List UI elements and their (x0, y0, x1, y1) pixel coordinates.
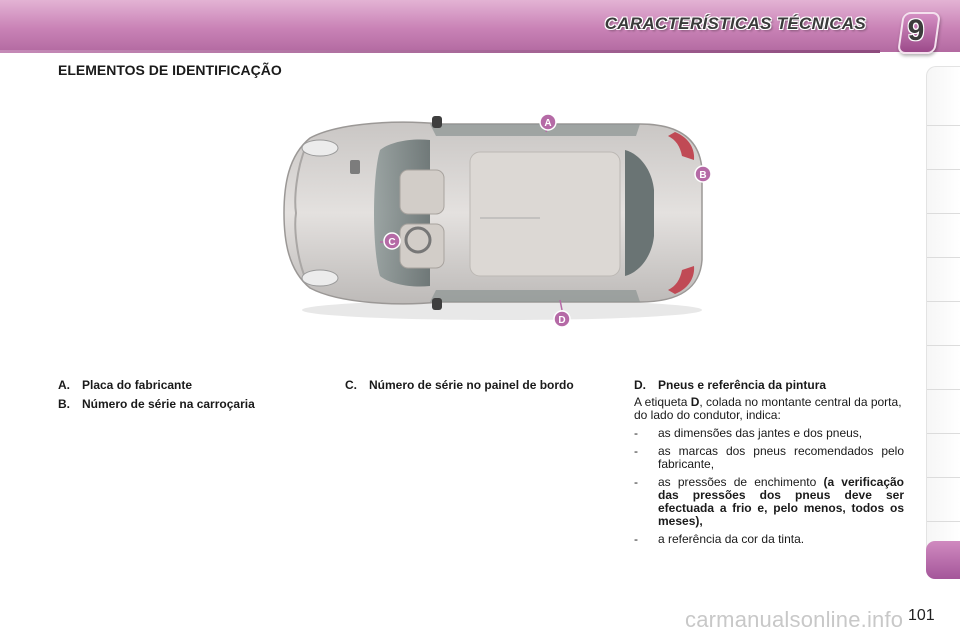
items-column-3 (634, 379, 904, 546)
marker-d (554, 311, 570, 327)
side-tab-active[interactable] (926, 541, 960, 579)
intro-label-letter: D (690, 395, 700, 409)
bullet-text-bold: (a verificação das pressões dos pneus deve ser efectuada a frio e, pelo menos, todos os meses), (658, 475, 905, 528)
item-text: Pneus e referência da pintura (658, 378, 827, 392)
side-tab-divider (927, 433, 960, 434)
side-windows-left (430, 124, 640, 136)
side-tab-divider (927, 389, 960, 390)
item-c (345, 379, 595, 392)
item-a (58, 379, 318, 392)
marker-c (384, 233, 400, 249)
intro-text: , colada no montante central da porta, do lado do condutor, indica: (634, 395, 902, 422)
items-column-2 (345, 379, 595, 398)
bullet-text: as dimensões das jantes e dos pneus, (658, 426, 863, 440)
chapter-side-tabs[interactable] (926, 66, 960, 574)
seat-front-left (400, 170, 444, 214)
side-windows-right (430, 290, 640, 302)
bullet-text (658, 476, 904, 528)
fuse-box (350, 160, 360, 174)
bullet-text: a referência da cor da tinta. (658, 532, 805, 546)
item-text: Número de série na carroçaria (82, 397, 255, 411)
watermark: carmanualsonline.info (685, 607, 904, 632)
bullet-item (634, 427, 904, 440)
side-tab-divider (927, 125, 960, 126)
bullet-item (634, 476, 904, 528)
item-letter: A. (58, 378, 70, 392)
marker-b-label: B (699, 170, 707, 181)
item-letter: B. (58, 397, 70, 411)
header-divider (0, 50, 880, 53)
side-tab-divider (927, 301, 960, 302)
headlight-left (302, 140, 338, 156)
bullet-text-regular: as pressões de enchimento (658, 475, 824, 489)
side-tab-divider (927, 213, 960, 214)
marker-c-label: C (388, 237, 396, 248)
item-d (634, 379, 904, 392)
item-text: Placa do fabricante (82, 378, 193, 392)
item-letter: D. (634, 378, 646, 392)
bullet-dash: - (634, 426, 638, 440)
marker-a-label: A (544, 118, 552, 129)
mirror-right (432, 298, 442, 310)
roof-panel (470, 152, 620, 276)
item-d-intro (634, 396, 904, 422)
bullet-dash: - (634, 475, 638, 489)
marker-d-label: D (558, 315, 566, 326)
bullet-item (634, 445, 904, 471)
car-shadow (302, 300, 702, 320)
item-b (58, 398, 318, 411)
bullet-item (634, 533, 904, 546)
item-text: Número de série no painel de bordo (369, 378, 574, 392)
mirror-left (432, 116, 442, 128)
bullet-dash: - (634, 532, 638, 546)
side-tab-divider (927, 169, 960, 170)
side-tab-divider (927, 257, 960, 258)
headlight-right (302, 270, 338, 286)
side-tab-divider (927, 477, 960, 478)
item-letter: C. (345, 378, 357, 392)
page-number: 101 (908, 607, 935, 624)
intro-text: A etiqueta (634, 395, 691, 409)
marker-a (540, 114, 556, 130)
marker-b (695, 166, 711, 182)
items-column-1 (58, 379, 318, 417)
side-tab-divider (927, 345, 960, 346)
section-title: ELEMENTOS DE IDENTIFICAÇÃO (58, 62, 282, 78)
bullet-dash: - (634, 444, 638, 458)
side-tab-divider (927, 521, 960, 522)
bullet-text: as marcas dos pneus recomendados pelo fabricante, (658, 444, 904, 471)
chapter-title: CARACTERÍSTICAS TÉCNICAS (604, 14, 866, 33)
chapter-number: 9 (907, 14, 925, 47)
car-top-view-illustration (280, 110, 720, 330)
